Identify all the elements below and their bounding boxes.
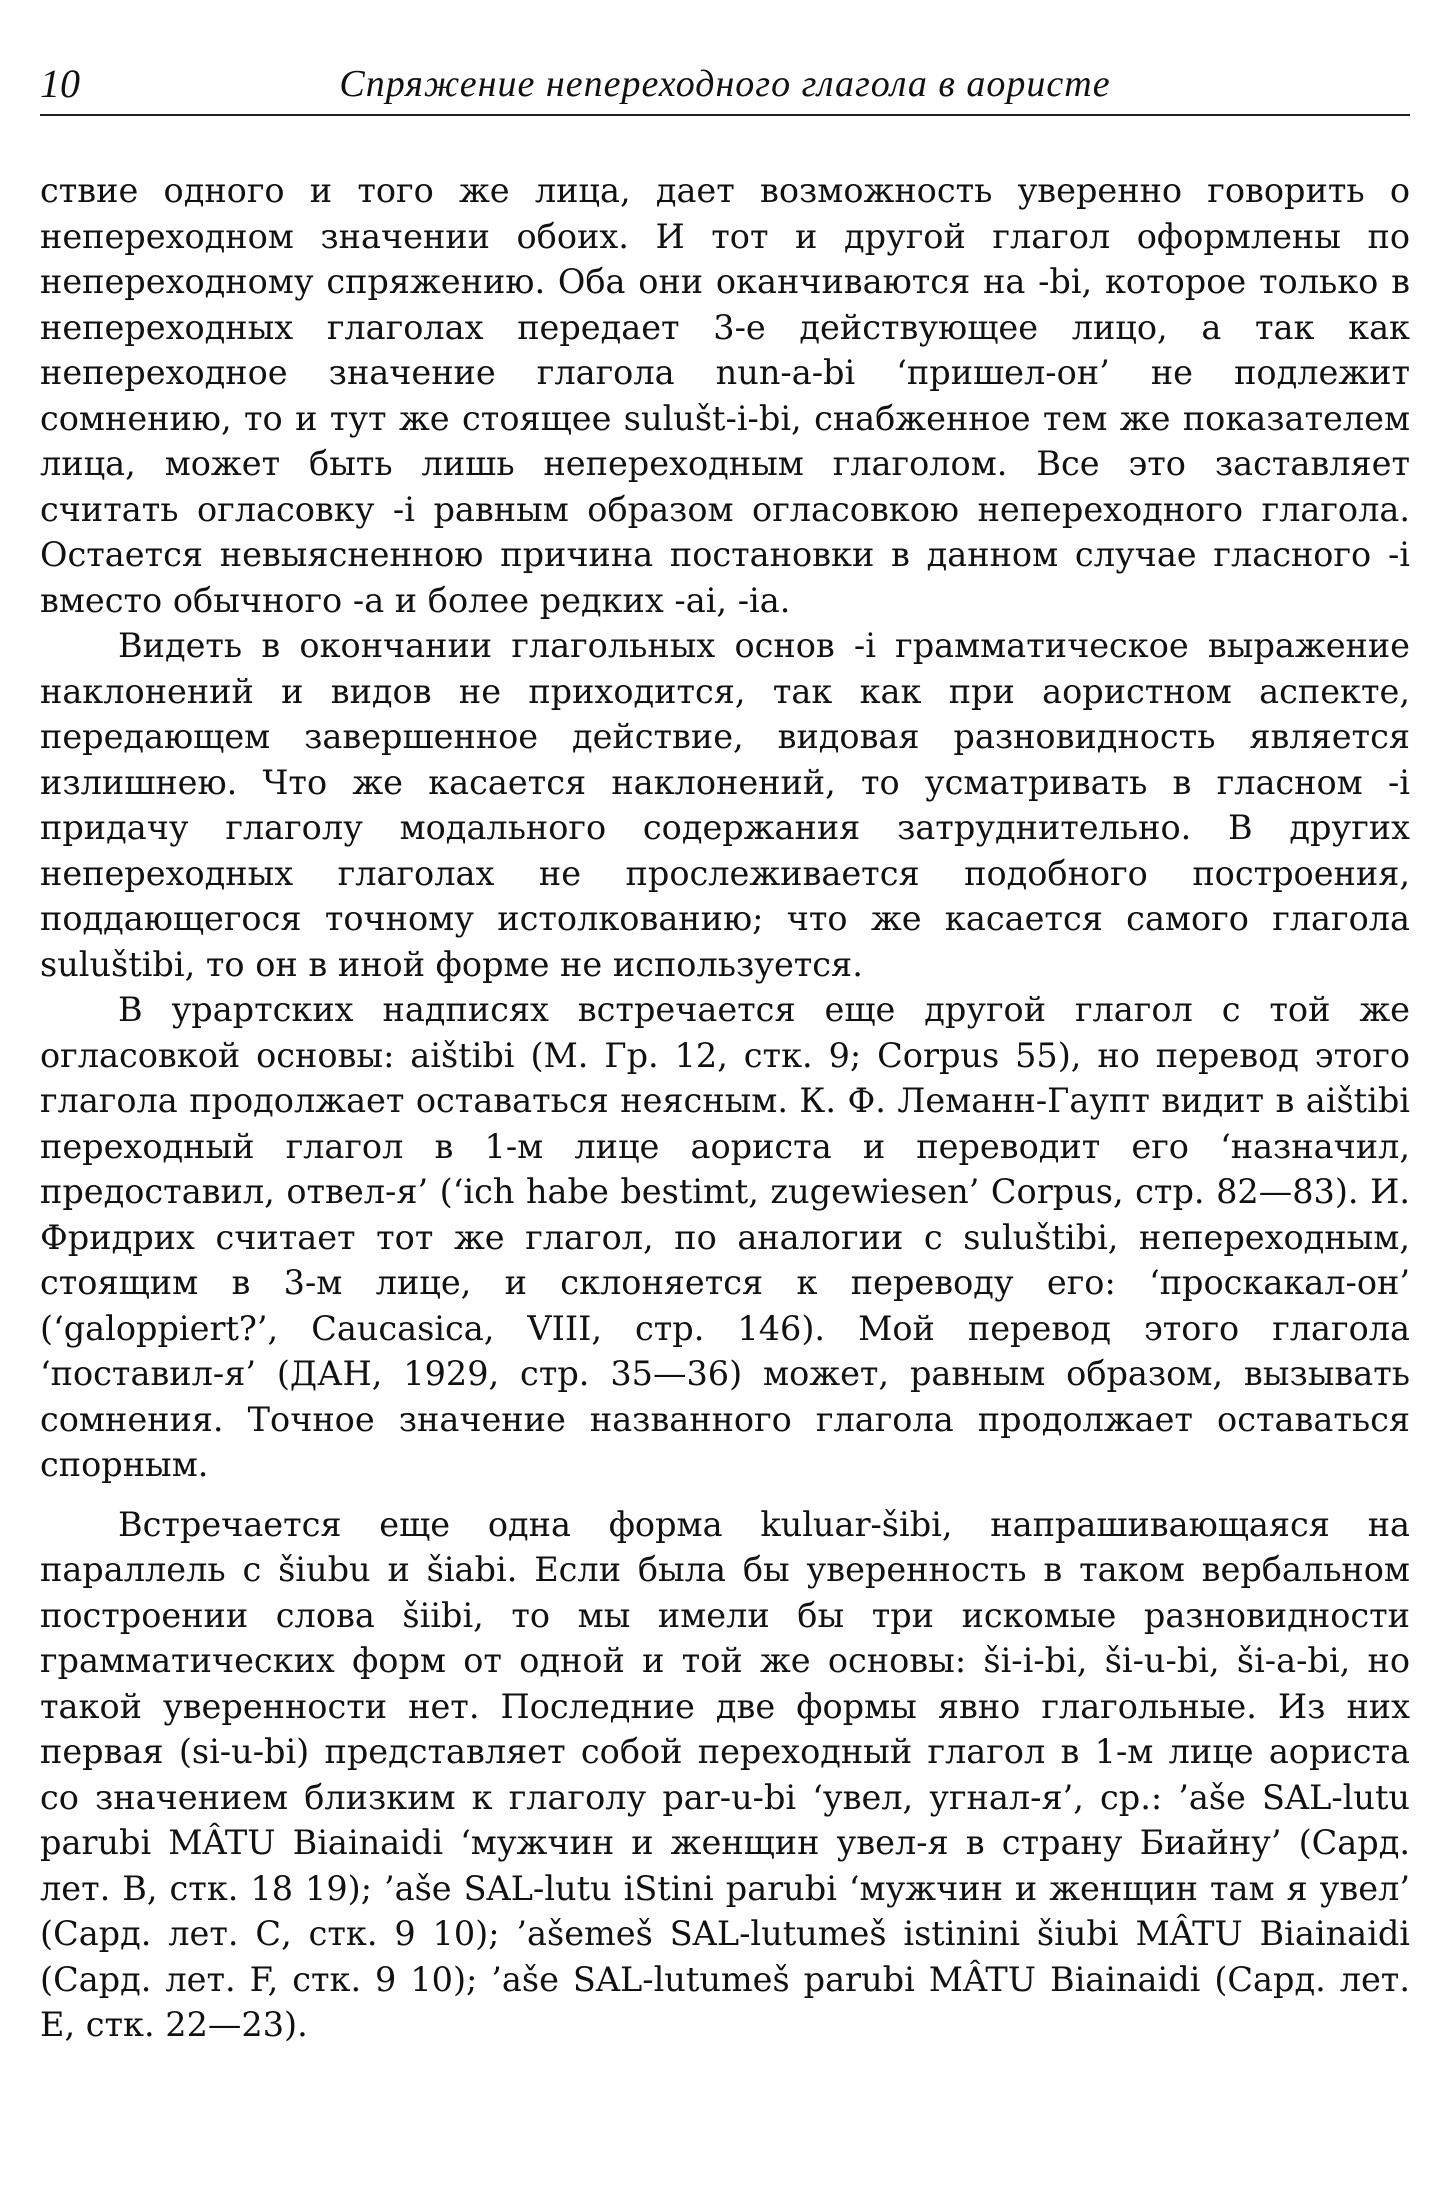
page-header	[40, 52, 1410, 116]
text-body	[40, 168, 1410, 2048]
paragraph-4: Встречается еще одна форма kuluar-šibi, напрашивающаяся на параллель с šiubu и šiabi. Если была бы уверенность в таком вербальном построении слова šiibi, то мы имели бы три искомые разновидности грамматических форм от одной и той же основы: ši-i-bi, ši-u-bi, ši-a-bi, но такой уверенности нет. Последние две формы явно глагольные. Из них первая (si-u-bi) представляет собой переходный глагол в 1-м лице аориста со значением близким к глаголу par-u-bi ‘увел, угнал-я’, ср.: ’aše SAL-lutu parubi MÂTU Biainaidi ‘мужчин и женщин увел-я в страну Биайну’ (Сард. лет. В, стк. 18 19); ’aše SAL-lutu iStini parubi ‘мужчин и женщин там я увел’ (Сард. лет. С, стк. 9 10); ’ašemeš SAL-lutumeš istinini šiubi MÂTU Biainaidi (Сард. лет. F, стк. 9 10); ’aše SAL-lutumeš parubi MÂTU Biainaidi (Сард. лет. E, стк. 22—23).	[40, 1504, 1410, 2044]
paragraph-1: ствие одного и того же лица, дает возможность уверенно говорить о непереходном значении обоих. И тот и другой глагол оформлены по непереходному спряжению. Оба они оканчиваются на -bi, которое только в непереходных глаголах передает 3-е действующее лицо, а так как непереходное значение глагола nun-a-bi ‘пришел-он’ не подлежит сомнению, то и тут же стоящее sulušt-i-bi, снабженное тем же показателем лица, может быть лишь непереходным глаголом. Все это заставляет считать огласовку -i равным образом огласовкою непереходного глагола. Остается невыясненною причина постановки в данном случае гласного -i вместо обычного -a и более редких -ai, -ia.	[40, 171, 1410, 620]
running-title: Спряжение непереходного глагола в аористе	[339, 63, 1111, 105]
paragraph-2: Видеть в окончании глагольных основ -i грамматическое выражение наклонений и видов не приходится, так как при аористном аспекте, передающем завершенное действие, видовая разновидность является излишнею. Что же касается наклонений, то усматривать в гласном -i придачу глаголу модального содержания затруднительно. В других непереходных глаголах не прослеживается подобного построения, поддающегося точному истолкованию; что же касается самого глагола suluštibi, то он в иной форме не используется.	[40, 626, 1410, 984]
page-number: 10	[40, 61, 80, 106]
paragraph-gap	[40, 1488, 1410, 1502]
paragraph-3: В урартских надписях встречается еще другой глагол с той же огласовкой основы: aištibi (М. Гр. 12, стк. 9; Corpus 55), но перевод этого глагола продолжает оставаться неясным. К. Ф. Леманн-Гаупт видит в aištibi переходный глагол в 1-м лице аориста и переводит его ‘назначил, предоставил, отвел-я’ (‘ich habe bestimt, zugewiesen’ Corpus, стр. 82—83). И. Фридрих считает тот же глагол, по аналогии с suluštibi, непереходным, стоящим в 3-м лице, и склоняется к переводу его: ‘проскакал-он’ (‘galoppiert?’, Caucasica, VIII, стр. 146). Мой перевод этого глагола ‘поставил-я’ (ДАН, 1929, стр. 35—36) может, равным образом, вызывать сомнения. Точное значение названного глагола продолжает оставаться спорным.	[40, 990, 1410, 1484]
